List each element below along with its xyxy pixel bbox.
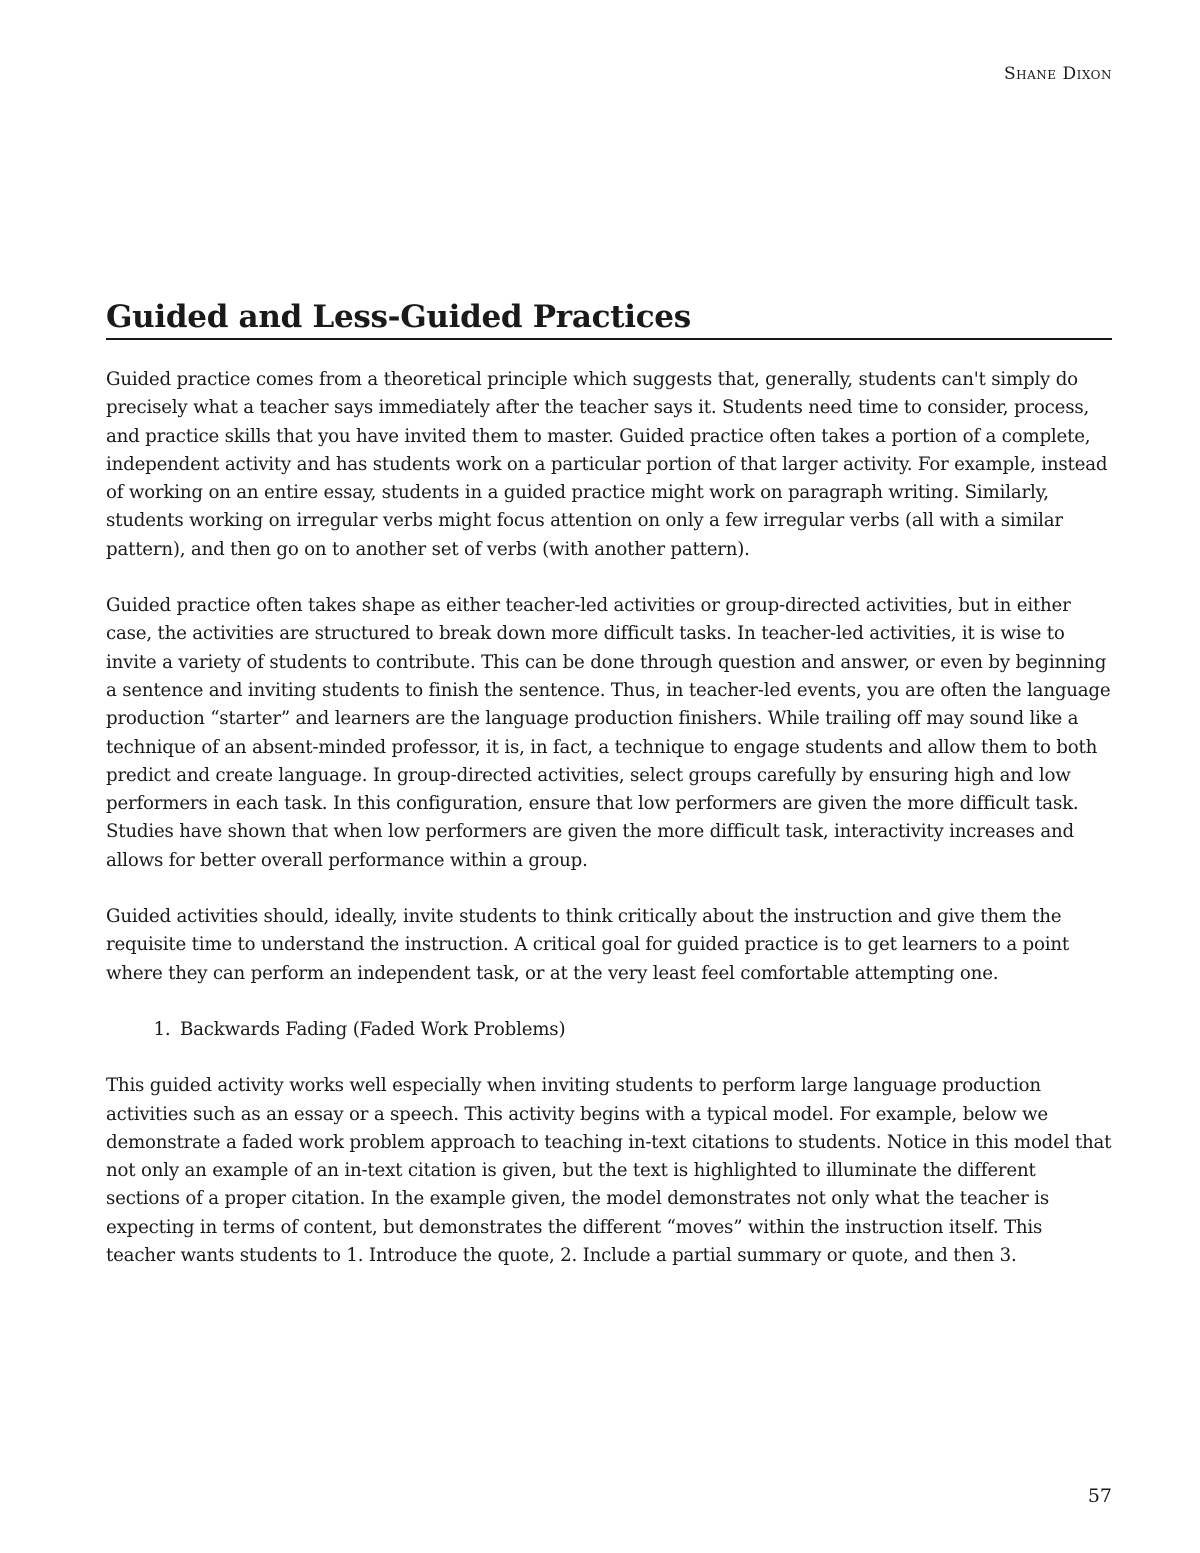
body-text <box>106 366 1112 1298</box>
page-number: 57 <box>1087 1485 1112 1507</box>
section-title: Guided and Less-Guided Practices <box>106 299 691 335</box>
list-item-backwards-fading: 1. Backwards Fading (Faded Work Problems) <box>176 1016 1112 1044</box>
paragraph-teacher-led-activities: Guided practice often takes shape as either teacher-led activities or group-directed activities, but in either case, the activities are structured to break down more difficult tasks. In teacher-led activities, it is wise to invite a variety of students to contribute. This can be done through question and answer, or even by beginning a sentence and inviting students to finish the sentence. Thus, in teacher-led events, you are often the language production “starter” and learners are the language production finishers. While trailing off may sound like a technique of an absent-minded professor, it is, in fact, a technique to engage students and allow them to both predict and create language. In group-directed activities, select groups carefully by ensuring high and low performers in each task. In this configuration, ensure that low performers are given the more difficult task. Studies have shown that when low performers are given the more difficult task, interactivity increases and allows for better overall performance within a group. <box>106 595 1111 871</box>
numbered-list <box>106 1016 1112 1044</box>
section-title-block <box>106 298 1112 340</box>
paragraph-guided-activities-goal: Guided activities should, ideally, invite students to think critically about the instruction and give them the requisite time to understand the instruction. A critical goal for guided practice is to get learners to a point where they can perform an independent task, or at the very least feel comfortable attempting one. <box>106 906 1069 984</box>
running-header-author: Shane Dixon <box>1004 64 1112 84</box>
paragraph-faded-work-problems: This guided activity works well especially when inviting students to perform large language production activities such as an essay or a speech. This activity begins with a typical model. For example, below we demonstrate a faded work problem approach to teaching in-text citations to students. Notice in this model that not only an example of an in-text citation is given, but the text is highlighted to illuminate the different sections of a proper citation. In the example given, the model demonstrates not only what the teacher is expecting in terms of content, but demonstrates the different “moves” within the instruction itself. This teacher wants students to 1. Introduce the quote, 2. Include a partial summary or quote, and then 3. <box>106 1075 1112 1267</box>
paragraph-guided-practice-intro: Guided practice comes from a theoretical principle which suggests that, generally, students can't simply do precisely what a teacher says immediately after the teacher says it. Students need time to consider, process, and practice skills that you have invited them to master. Guided practice often takes a portion of a complete, independent activity and has students work on a particular portion of that larger activity. For example, instead of working on an entire essay, students in a guided practice might work on paragraph writing. Similarly, students working on irregular verbs might focus attention on only a few irregular verbs (all with a similar pattern), and then go on to another set of verbs (with another pattern). <box>106 369 1108 560</box>
